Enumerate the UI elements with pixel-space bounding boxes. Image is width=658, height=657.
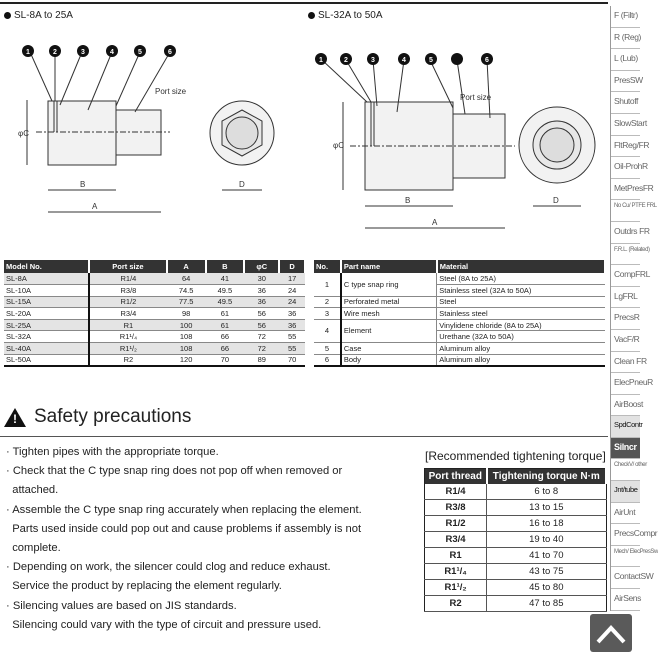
table-cell: R3/8: [425, 500, 487, 516]
table-cell: 108: [167, 331, 206, 343]
table-cell: 45 to 80: [487, 580, 606, 596]
safety-notes: [6, 443, 406, 635]
table-row: [314, 319, 605, 331]
safety-note-line: · Check that the C type snap ring does not pop off when removed or: [6, 465, 343, 478]
column-header: B: [206, 260, 245, 273]
table-cell: 98: [167, 308, 206, 320]
sidebar-item-fltreg-fr[interactable]: FltReg/FR: [611, 136, 640, 158]
sidebar-item-vacf-r[interactable]: VacF/R: [611, 330, 640, 352]
table-row: [425, 580, 607, 596]
table-row: [4, 319, 305, 331]
table-row: [425, 596, 607, 612]
dim-a: A: [92, 202, 98, 211]
part-name: Perforated metal: [341, 296, 437, 308]
table-cell: 56: [244, 308, 279, 320]
table-cell: 56: [244, 319, 279, 331]
parts-table: [314, 260, 606, 367]
safety-note-line: Parts used inside could pop out and cause problems if assembly is not: [6, 522, 362, 535]
column-header: φC: [244, 260, 279, 273]
table-row: [314, 354, 605, 366]
table-cell: 43 to 75: [487, 564, 606, 580]
callout-6: 6: [168, 49, 172, 56]
table-cell: SL-20A: [4, 308, 89, 320]
callout-3: 3: [371, 57, 375, 64]
callout-2: 2: [53, 49, 57, 56]
table-cell: R3/4: [89, 308, 167, 320]
header-row: [4, 260, 305, 273]
dim-c: φC: [333, 141, 344, 150]
table-row: [4, 308, 305, 320]
column-header: Port thread: [425, 469, 487, 484]
dim-d: D: [239, 180, 245, 189]
table-cell: 36: [244, 296, 279, 308]
sidebar-item-pressw[interactable]: PresSW: [611, 71, 640, 93]
table-cell: 36: [279, 308, 305, 320]
table-cell: R2: [425, 596, 487, 612]
table-row: [314, 343, 605, 355]
table-cell: 89: [244, 354, 279, 366]
sidebar-item-no-cu-ptfe-frl[interactable]: No Cu/ PTFE FRL: [611, 200, 640, 222]
sidebar-item-precscompr[interactable]: PrecsCompr: [611, 524, 640, 546]
sidebar-item-l-lub[interactable]: L (Lub): [611, 49, 640, 71]
callout-4: 4: [110, 49, 114, 56]
part-number: 5: [314, 343, 341, 355]
sidebar-item-contactsw[interactable]: ContactSW: [611, 567, 640, 589]
table-row: [425, 484, 607, 500]
table-cell: R1/4: [89, 273, 167, 285]
callout-1: 1: [319, 57, 323, 64]
table-row: [314, 273, 605, 285]
scroll-to-top-button[interactable]: [590, 614, 632, 652]
port-size-label: Port size: [460, 93, 492, 102]
part-material: Aluminum alloy: [437, 343, 605, 355]
header-row: [314, 260, 605, 273]
table-cell: SL-8A: [4, 273, 89, 285]
table-cell: 120: [167, 354, 206, 366]
table-cell: 61: [206, 319, 245, 331]
table-cell: 6 to 8: [487, 484, 606, 500]
part-number: 6: [314, 354, 341, 366]
safety-heading: [4, 406, 191, 428]
table-cell: 61: [206, 308, 245, 320]
sidebar-item-shutoff[interactable]: Shutoff: [611, 92, 640, 114]
callout-2: 2: [344, 57, 348, 64]
diagram-title-small: [4, 10, 73, 21]
callout-6: 6: [485, 57, 489, 64]
dim-a: A: [432, 218, 438, 227]
sidebar-item-spdcontr[interactable]: SpdContr: [611, 416, 640, 438]
table-cell: R3/8: [89, 285, 167, 297]
table-cell: 70: [279, 354, 305, 366]
safety-note-line: complete.: [6, 542, 61, 555]
safety-note-line: · Depending on work, the silencer could clog and reduce exhaust.: [6, 561, 331, 574]
table-cell: 16 to 18: [487, 516, 606, 532]
callout-4: 4: [402, 57, 406, 64]
part-material: Urethane (32A to 50A): [437, 331, 605, 343]
table-cell: R1/4: [425, 484, 487, 500]
diagram-title-large: [308, 10, 383, 21]
table-cell: 66: [206, 331, 245, 343]
part-name: Element: [341, 319, 437, 342]
table-cell: 30: [244, 273, 279, 285]
part-name: C type snap ring: [341, 273, 437, 296]
category-sidebar: [610, 6, 658, 611]
bullet-icon: [308, 12, 315, 19]
column-header: Tightening torque N·m: [487, 469, 606, 484]
table-row: [4, 285, 305, 297]
safety-note-line: · Silencing values are based on JIS standards.: [6, 599, 237, 612]
table-cell: SL-40A: [4, 343, 89, 355]
sidebar-item-oil-prohr[interactable]: Oil-ProhR: [611, 157, 640, 179]
table-cell: 19 to 40: [487, 532, 606, 548]
table-row: [314, 308, 605, 320]
divider: [0, 436, 608, 437]
sidebar-item-outdrs-fr[interactable]: Outdrs FR: [611, 222, 640, 244]
table-cell: R1: [89, 319, 167, 331]
table-cell: R3/4: [425, 532, 487, 548]
table-cell: 24: [279, 296, 305, 308]
table-row: [425, 516, 607, 532]
table-cell: 41 to 70: [487, 548, 606, 564]
table-cell: 108: [167, 343, 206, 355]
table-row: [4, 296, 305, 308]
dim-d: D: [553, 196, 559, 205]
table-cell: 24: [279, 285, 305, 297]
table-row: [314, 296, 605, 308]
table-row: [4, 354, 305, 366]
table-row: [425, 532, 607, 548]
dimensions-table: [4, 260, 306, 367]
sidebar-item-clean-fr[interactable]: Clean FR: [611, 352, 640, 374]
dim-c: φC: [18, 129, 29, 138]
table-row: [425, 564, 607, 580]
diagram-title-text: SL-8A to 25A: [14, 10, 73, 21]
sidebar-item-metpresfr[interactable]: MetPresFR: [611, 179, 640, 201]
table-cell: 55: [279, 343, 305, 355]
part-number: 4: [314, 319, 341, 342]
part-material: Stainless steel: [437, 308, 605, 320]
safety-note-line: · Tighten pipes with the appropriate torque.: [6, 446, 219, 458]
table-cell: SL-25A: [4, 319, 89, 331]
sidebar-item-checkv-other[interactable]: CheckV/ other: [611, 459, 640, 481]
sidebar-item-silncr[interactable]: Silncr: [611, 438, 640, 460]
callout-5: 5: [429, 57, 433, 64]
table-cell: SL-50A: [4, 354, 89, 366]
part-name: Body: [341, 354, 437, 366]
sidebar-item-mech-elecpressw[interactable]: Mech/ ElecPresSw: [611, 546, 640, 568]
table-cell: R1/2: [89, 296, 167, 308]
safety-title: Safety precautions: [34, 406, 192, 427]
bullet-icon: [4, 12, 11, 19]
table-cell: 55: [279, 331, 305, 343]
dim-b: B: [405, 196, 411, 205]
table-cell: 17: [279, 273, 305, 285]
table-cell: 36: [244, 285, 279, 297]
safety-note-line: attached.: [6, 484, 59, 497]
column-header: Port size: [89, 260, 167, 273]
table-cell: SL-10A: [4, 285, 89, 297]
column-header: No.: [314, 260, 341, 273]
port-size-label: Port size: [155, 87, 187, 96]
table-cell: R1: [425, 548, 487, 564]
top-rule: [0, 2, 608, 4]
table-row: [425, 548, 607, 564]
table-cell: 49.5: [206, 296, 245, 308]
sidebar-item-lgfrl[interactable]: LgFRL: [611, 287, 640, 309]
silencer-drawing-large: [305, 30, 605, 240]
chevron-up-icon: [590, 614, 632, 652]
table-cell: 77.5: [167, 296, 206, 308]
sidebar-item-f-filtr[interactable]: F (Filtr): [611, 6, 640, 28]
sidebar-item-precsr[interactable]: PrecsR: [611, 308, 640, 330]
sidebar-item-airboost[interactable]: AirBoost: [611, 395, 640, 417]
sidebar-item-compfrl[interactable]: CompFRL: [611, 265, 640, 287]
part-material: Steel: [437, 296, 605, 308]
table-cell: SL-32A: [4, 331, 89, 343]
table-row: [425, 500, 607, 516]
torque-title: [Recommended tightening torque]: [425, 449, 606, 463]
silencer-drawing-small: [0, 30, 300, 240]
table-cell: 49.5: [206, 285, 245, 297]
warning-icon: !: [4, 408, 26, 427]
table-cell: 74.5: [167, 285, 206, 297]
table-cell: 72: [244, 343, 279, 355]
diagram-title-text: SL-32A to 50A: [318, 10, 383, 21]
table-cell: SL-15A: [4, 296, 89, 308]
table-row: [4, 343, 305, 355]
table-cell: 36: [279, 319, 305, 331]
safety-note-line: Service the product by replacing the element regularly.: [6, 580, 282, 593]
column-header: A: [167, 260, 206, 273]
sidebar-item-airsens[interactable]: AirSens: [611, 589, 640, 611]
header-row: [425, 469, 607, 484]
sidebar-item-airunt[interactable]: AirUnt: [611, 503, 640, 525]
table-cell: 70: [206, 354, 245, 366]
table-cell: 100: [167, 319, 206, 331]
part-number: 2: [314, 296, 341, 308]
part-material: Stainless steel (32A to 50A): [437, 285, 605, 297]
table-cell: R1¹/₄: [89, 331, 167, 343]
column-header: D: [279, 260, 305, 273]
column-header: Model No.: [4, 260, 89, 273]
torque-table: [424, 468, 607, 612]
table-cell: R1¹/₄: [425, 564, 487, 580]
table-cell: 41: [206, 273, 245, 285]
table-cell: 72: [244, 331, 279, 343]
table-row: [4, 273, 305, 285]
table-cell: R1¹/₂: [89, 343, 167, 355]
sidebar-item-elecpneur[interactable]: ElecPneuR: [611, 373, 640, 395]
dim-b: B: [80, 180, 86, 189]
callout-5: 5: [138, 49, 142, 56]
part-number: 1: [314, 273, 341, 296]
table-cell: 47 to 85: [487, 596, 606, 612]
part-material: Vinylidene chloride (8A to 25A): [437, 319, 605, 331]
part-name: Case: [341, 343, 437, 355]
table-cell: 66: [206, 343, 245, 355]
part-material: Steel (8A to 25A): [437, 273, 605, 285]
column-header: Part name: [341, 260, 437, 273]
part-name: Wire mesh: [341, 308, 437, 320]
safety-note-line: · Assemble the C type snap ring accurately when replacing the element.: [6, 503, 362, 516]
callout-3: 3: [81, 49, 85, 56]
table-row: [4, 331, 305, 343]
sidebar-item-slowstart[interactable]: SlowStart: [611, 114, 640, 136]
callout-1: 1: [26, 49, 30, 56]
sidebar-item-f-r-l-related[interactable]: F.R.L. (Related): [611, 244, 640, 266]
table-cell: R1¹/₂: [425, 580, 487, 596]
column-header: Material: [437, 260, 605, 273]
table-cell: 13 to 15: [487, 500, 606, 516]
part-number: 3: [314, 308, 341, 320]
table-cell: 64: [167, 273, 206, 285]
table-cell: R2: [89, 354, 167, 366]
table-cell: R1/2: [425, 516, 487, 532]
sidebar-item-jnt-tube[interactable]: Jnt/tube: [611, 481, 640, 503]
part-material: Aluminum alloy: [437, 354, 605, 366]
sidebar-item-r-reg[interactable]: R (Reg): [611, 28, 640, 50]
safety-note-line: Silencing could vary with the type of circuit and pressure used.: [6, 618, 322, 631]
